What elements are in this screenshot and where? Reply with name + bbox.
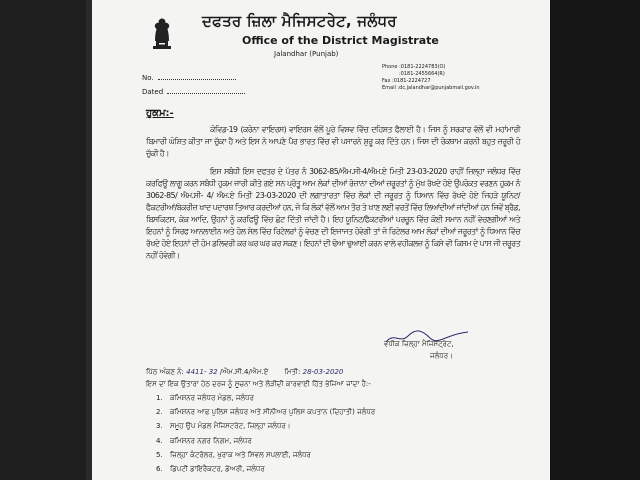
contact-fax: Fax :0181-2224727 [382,78,431,84]
recipient-list [156,394,375,479]
office-title-gurmukhi: ਦਫਤਰ ਜ਼ਿਲਾ ਮੈਜਿਸਟਰੇਟ, ਜਲੰਧਰ [202,12,397,30]
copy-to-line: ਇਸ ਦਾ ਇਕ ਉਤਾਰਾ ਹੇਠ ਦਰਜ ਨੂੰ ਸੂਚਨਾ ਅਤੇ ਲੋੜੀਂਦੀ ਕਾਰਵਾਈ ਹਿੱਤ ਭੇਜਿਆ ਜਾਂਦਾ ਹੈ:- [146,380,371,388]
reference-date-label: Dated [142,88,164,96]
order-heading: ਹੁਕਮ:- [146,108,174,119]
order-paragraph-2: ਇਸ ਸਬੰਧੀ ਇਸ ਦਫਤਰ ਦੇ ਪੱਤਰ ਨੰ 3062-85/ਐਮ.ਸੀ-4/ਐਮ.ਏ ਮਿਤੀ 23-03-2020 ਰਾਹੀਂ ਜ਼ਿਲ੍ਹਾ ਜਲੰਧਰ ਵਿੱਚ ਕਰਫਿਊ ਲਾਗੂ ਕਰਨ ਸਬੰਧੀ ਹੁਕਮ ਜਾਰੀ ਕੀਤੇ ਗਏ ਸਨ ਪ੍ਰੰਤੂ ਆਮ ਲੋਕਾਂ ਦੀਆਂ ਰੋਜ਼ਾਨਾ ਦੀਆਂ ਜ਼ਰੂਰਤਾਂ ਨੂੰ ਮੁੱਖ ਰੱਖਦੇ ਹੋਏ ਉਪਰੋਕਤ ਵਰਣਨ ਹੁਕਮ ਨੰ 3062-85/ ਐਮ.ਸੀ- 4/ ਐਮ.ਏ ਮਿਤੀ 23-03-2020 ਦੀ ਲਗਾਤਾਰਤਾ ਵਿੱਚ ਲੋਕਾਂ ਦੀ ਜਰੂਰਤ ਨੂੰ ਧਿਆਨ ਵਿੱਚ ਰੱਖਦੇ ਹੋਏ ਜਿਹੜੇ ਯੂਨਿਟ/ਫੈਕਟਰੀਆਂ/ਬੇਕਰੀਜ਼ ਖਾਦ ਪਦਾਰਥ ਤਿਆਰ ਕਰਦੀਆਂ ਹਨ, ਜੋ ਕਿ ਲੋਕਾਂ ਵੱਲੋਂ ਆਮ ਤੌਰ ਤੇ ਖਾਣ ਲਈ ਵਰਤੋਂ ਵਿੱਚ ਲਿਆਂਦੀਆਂ ਜਾਂਦੀਆਂ ਹਨ ਜਿਵੇਂ ਬ੍ਰੈਡ, ਬਿਸਕਿਟਸ, ਕੇਕ ਆਦਿ, ਉਹਨਾਂ ਨੂੰ ਕਰਫਿਊ ਵਿੱਚ ਛੋਟ ਦਿੱਤੀ ਜਾਂਦੀ ਹੈ। ਇਹ ਯੂਨਿਟ/ਫੈਕਟਰੀਆਂ ਪਰਚੂਨ ਵਿੱਚ ਕੋਈ ਸਮਾਨ ਨਹੀਂ ਵੇਚਣਗੀਆਂ ਅਤੇ ਇਹਨਾਂ ਨੂੰ ਸਿਰਫ ਆਨਲਾਈਨ ਅਤੇ ਹੋਲ ਸੇਲ ਵਿੱਚ ਰਿਟੇਲਰਾਂ ਨੂੰ ਵੇਚਣ ਦੀ ਇਜਾਜਤ ਹੋਵੇਗੀ ਤਾਂ ਜੋ ਰਿਟੇਲਰ ਆਮ ਲੋਕਾਂ ਦੀਆਂ ਜਰੂਰਤਾਂ ਨੂੰ ਧਿਆਨ ਵਿੱਚ ਰੱਖਦੇ ਹੋਏ ਇਹਨਾਂ ਦੀ ਹੋਮ ਡਲਿਵਰੀ ਕਰ ਘਰ ਘਰ ਕਰ ਸਕਣ। ਇਹਨਾਂ ਦੀ ਢੋਆ ਢੁਆਈ ਕਰਨ ਵਾਲੇ ਵਹੀਕਲਜ਼ ਨੂੰ ਕਿਸੇ ਵੀ ਕਿਸਮ ਦੇ ਪਾਸ ਜੀ ਜ਼ਰੂਰਤ ਨਹੀਂ ਹੋਵੇਗੀ। [146,167,520,260]
office-place: Jalandhar (Punjab) [274,50,339,58]
contact-phone-alt: :0181-2455664(R) [399,71,445,77]
list-item: 2. ਕਮਿਸ਼ਨਰ ਆਫ ਪੁਲਿਸ ਜਲੰਧਰ ਅਤੇ ਸੀਨੀਅਰ ਪੁਲਿਸ ਕਪਤਾਨ (ਦਿਹਾਤੀ) ਜਲੰਧਰ [156,408,376,417]
office-title-english: Office of the District Magistrate [242,34,439,47]
list-item: 3. ਸਮੂਹ ਉਪ ਮੰਡਲ ਮੈਜਿਸਟਰੇਟ, ਜ਼ਿਲ੍ਹਾ ਜਲੰਧਰ। [156,422,291,431]
order-paragraph-1: ਕੋਵਿਡ-19 (ਕਰੋਨਾ ਵਾਇਰਸ) ਵਾਇਰਸ ਵੱਲੋਂ ਪੂਰੇ ਵਿਸ਼ਵ ਵਿੱਚ ਦਹਿਸ਼ਤ ਫੈਲਾਈ ਹੈ। ਜਿਸ ਨੂੰ ਸਰਕਾਰ ਵੱਲੋਂ ਵੀ ਮਹਾਂਮਾਰੀ ਬਿਮਾਰੀ ਘੋਸ਼ਿਤ ਕੀਤਾ ਜਾ ਚੁੱਕਾ ਹੈ ਅਤੇ ਇਸ ਨੇ ਆਪਣੇ ਪੈਰ ਭਾਰਤ ਵਿੱਚ ਵੀ ਪਸਾਰਨੇ ਸ਼ੁਰੂ ਕਰ ਦਿੱਤੇ ਹਨ। ਜਿਸ ਦੀ ਰੋਕਥਾਮ ਕਰਨੀ ਬਹੁਤ ਜ਼ਰੂਰੀ ਹੋ ਚੁੱਕੀ ਹੈ। [146,125,520,158]
signatory-title: ਵਧੀਕ ਜ਼ਿਲ੍ਹਾ ਮੈਜਿਸਟ੍ਰੇਟ, [384,340,454,348]
background-right [548,0,640,480]
document-page [92,0,550,480]
endorsement-date: 28-03-2020 [302,368,344,376]
reference-number-row [142,72,236,82]
state-emblem-icon [147,14,177,50]
list-item: 4. ਕਮਿਸ਼ਨਰ ਨਗਰ ਨਿਗਮ, ਜਲੰਧਰ [156,436,252,445]
contact-phone: Phone :0181-2224783(O) [382,64,446,70]
list-item: 1. ਕਮਿਸ਼ਨਰ ਜਲੰਧਰ ਮੰਡਲ, ਜਲੰਧਰ [156,394,254,402]
reference-date-row [142,86,245,96]
contact-email: Email :dc.jalandhar@punjabmail.gov.in [382,85,480,91]
list-item: 6. ਡਿਪਟੀ ਡਾਇਰੈਕਟਰ, ਡੇਅਰੀ, ਜਲੰਧਰ [156,464,265,473]
endorsement-number: 4411- 32 [186,368,218,376]
endorsement-line: ਪਿੱਠ ਅੰਕਣ ਨੰ: 4411- 32 /ਐਮ.ਸੀ.4/ਐਮ.ਏ ਮਿਤੀ: 28-03-2020 [146,368,344,376]
list-item: 5. ਜ਼ਿਲ੍ਹਾ ਕੰਟਰੋਲਰ, ਖੁਰਾਕ ਅਤੇ ਸਿਵਲ ਸਪਲਾਈ, ਜਲੰਧਰ [156,450,311,459]
signatory-place: ਜਲੰਧਰ। [430,352,453,360]
reference-number-label: No. [142,74,154,82]
